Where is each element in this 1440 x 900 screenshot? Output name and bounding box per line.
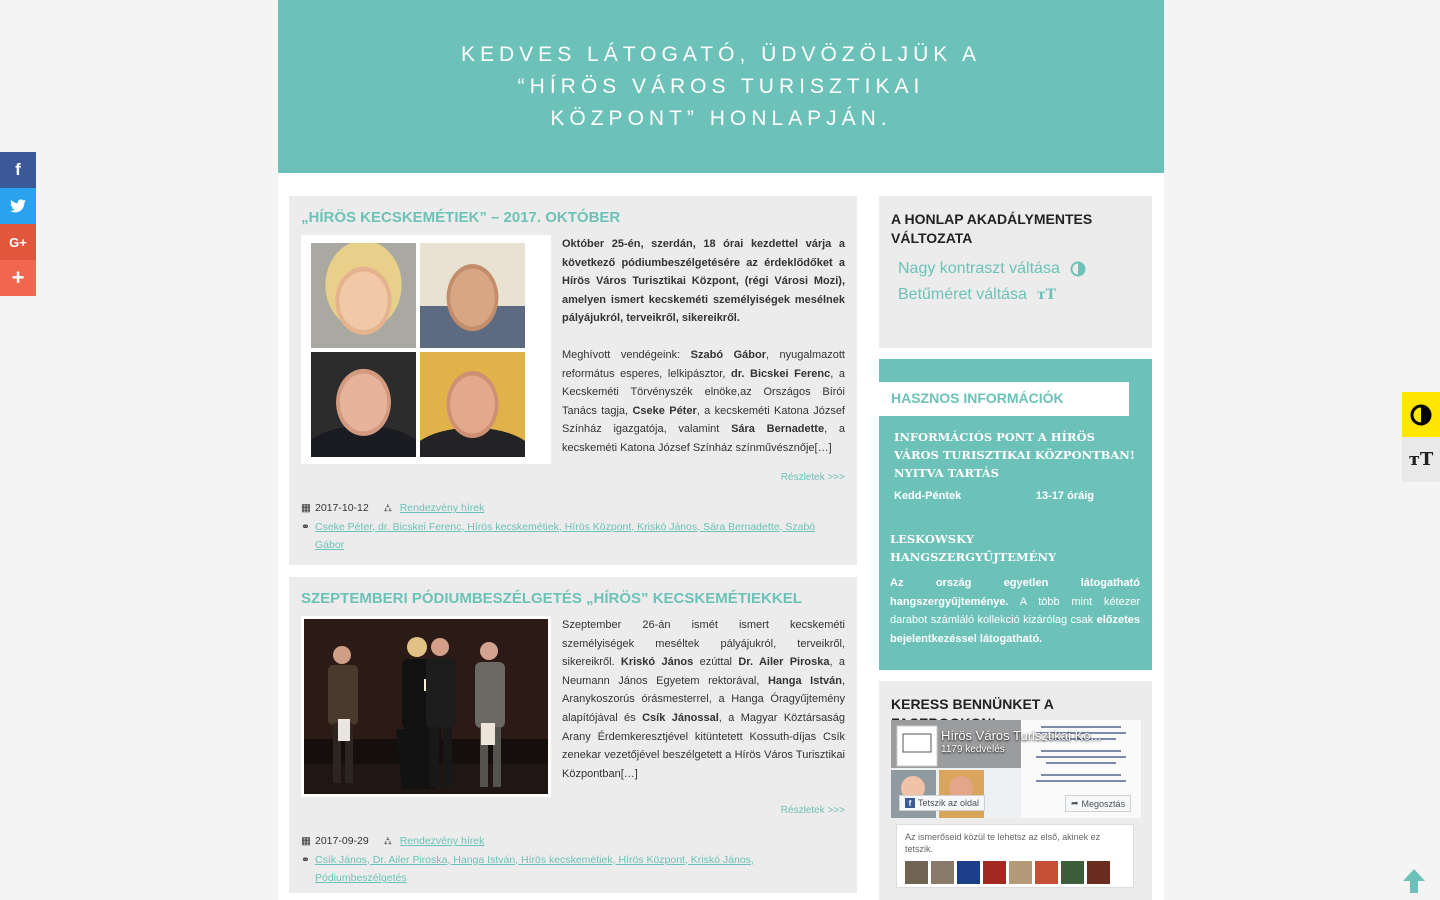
read-more-link[interactable]: Részletek >>> — [780, 805, 845, 816]
widget-title: A HONLAP AKADÁLYMENTES VÁLTOZATA — [891, 211, 1093, 246]
avatar[interactable] — [1087, 861, 1110, 884]
calendar-icon: ▦ — [301, 835, 311, 847]
excerpt-text: , a Kecskeméti Törvényszék elnöke,az Országos Bírói Tanács tagja, — [562, 367, 845, 417]
post-date: 2017-09-29 — [315, 835, 369, 847]
friends-text: Az ismerőseid közül te lehetsz az első, akinek ez tetszik. — [905, 832, 1101, 854]
avatar[interactable] — [957, 861, 980, 884]
collection-text-body: A több mint kétezer darabot számláló kollekció kizárólag csak — [890, 595, 1140, 627]
font-size-icon: тT — [1408, 449, 1434, 470]
share-icon: ➦ — [1071, 798, 1079, 808]
googleplus-icon: G+ — [9, 234, 27, 250]
facebook-icon: f — [905, 798, 915, 808]
widget-title: KERESS BENNÜNKET A — [891, 696, 1054, 712]
guest-name: Szabó Gábor — [690, 348, 766, 361]
contrast-toggle-button[interactable] — [1402, 392, 1440, 437]
post-excerpt — [551, 235, 845, 464]
twitter-icon — [10, 199, 26, 213]
contrast-link-label: Nagy kontraszt váltása — [898, 260, 1060, 277]
tags-icon: ⚭ — [301, 520, 310, 533]
contrast-icon — [1070, 261, 1086, 277]
category-link[interactable]: Rendezvény hírek — [399, 502, 485, 514]
facebook-avatars — [905, 861, 1125, 884]
font-link-label: Betűméret váltása — [898, 286, 1027, 303]
tag-links[interactable]: Csík János, Dr. Ailer Piroska, Hanga István, Hírös kecskemétiek, Hírös Központ, Kriskó János, — [315, 853, 754, 866]
arrow-up-icon — [1402, 868, 1426, 894]
post-meta — [301, 499, 845, 555]
post-meta — [301, 832, 845, 888]
facebook-friends-box — [896, 824, 1134, 888]
collection-text — [890, 574, 1140, 648]
portrait-image — [420, 243, 525, 348]
portrait-image — [420, 352, 525, 457]
post-date: 2017-10-12 — [315, 502, 369, 514]
widget-title: HASZNOS INFORMÁCIÓK — [879, 382, 1129, 416]
category-icon: ⛼ — [383, 502, 392, 514]
excerpt-text: , a kecskeméti Katona József Színház színművésznője[…] — [562, 423, 845, 454]
collection-text-bold: előzetes bejelentkezéssel látogatható. — [890, 614, 1140, 645]
post-intro: Október 25-én, szerdán, 18 órai kezdettel várja a következő pódiumbeszélgetésére az érdeklődőket a Hírös Város Turisztikai Központ, (régi Városi Mozi), amelyen ismert kecskeméti személyiségek mesélnek pályájukról, terveikről, sikereikről. — [562, 238, 845, 325]
read-more-link[interactable]: Részletek >>> — [780, 472, 845, 483]
category-icon: ⛼ — [383, 835, 392, 847]
social-share-bar — [0, 152, 36, 296]
post-thumbnail[interactable] — [301, 235, 551, 464]
guest-name: Cseke Péter — [632, 404, 697, 417]
facebook-page-plugin[interactable] — [891, 720, 1141, 818]
facebook-page-name[interactable]: Hírös Város Turisztikai Kö... — [941, 728, 1102, 743]
avatar[interactable] — [1061, 861, 1084, 884]
post-title[interactable]: „HÍRÖS KECSKEMÉTIEK” – 2017. OKTÓBER — [301, 209, 621, 226]
excerpt-text: , Aranykoszorús órásmesterrel, a Hanga Óragyűjtemény alapítójával és — [562, 674, 845, 724]
page-container — [278, 0, 1164, 900]
excerpt-text: Szeptember 26-án ismét ismert kecskeméti személyiségek meséltek pályájukról, terveikről, sikereikről. — [562, 619, 845, 669]
collection-title: LESKOWSKY HANGSZERGYŰJTEMÉNY — [890, 532, 1057, 564]
font-size-toggle-link[interactable] — [898, 286, 1140, 304]
excerpt-text: ezúttal — [693, 656, 739, 669]
guest-name: Hanga István — [767, 674, 842, 687]
guest-name: dr. Bicskei Ferenc — [731, 367, 831, 380]
excerpt-text: Meghívott vendégeink: — [562, 348, 691, 361]
useful-info-widget — [879, 359, 1152, 670]
avatar[interactable] — [905, 861, 928, 884]
event-photo — [304, 619, 548, 794]
post-card — [289, 196, 857, 565]
post-title[interactable]: SZEPTEMBERI PÓDIUMBESZÉLGETÉS „HÍRÖS” KECSKEMÉTIEKKEL — [301, 590, 802, 607]
accessibility-toolbar — [1402, 392, 1440, 482]
avatar[interactable] — [1009, 861, 1032, 884]
category-link[interactable]: Rendezvény hírek — [399, 835, 485, 847]
facebook-share-button[interactable] — [0, 152, 36, 188]
post-card — [289, 577, 857, 893]
facebook-likes-count: 1179 kedvelés — [941, 744, 1005, 755]
site-header — [278, 0, 1164, 173]
guest-name: Csík Jánossal — [642, 711, 719, 724]
post-excerpt — [551, 616, 845, 797]
facebook-widget — [879, 681, 1152, 900]
tags-icon: ⚭ — [301, 853, 310, 866]
avatar[interactable] — [983, 861, 1006, 884]
contrast-toggle-link[interactable] — [898, 260, 1140, 278]
avatar[interactable] — [931, 861, 954, 884]
info-point-title: INFORMÁCIÓS PONT A HÍRÖS VÁROS TURISZTIKAI KÖZPONTBAN! NYITVA TARTÁS — [894, 430, 1135, 480]
accessibility-widget — [879, 196, 1152, 348]
portrait-image — [311, 243, 416, 348]
googleplus-share-button[interactable] — [0, 224, 36, 260]
guest-name: Kriskó János — [620, 656, 694, 669]
collection-info — [890, 530, 1140, 648]
guest-name: Sára Bernadette — [731, 423, 825, 436]
opening-hours — [894, 490, 1094, 502]
avatar[interactable] — [1035, 861, 1058, 884]
plus-icon: + — [11, 265, 25, 290]
facebook-like-button[interactable] — [899, 795, 985, 811]
facebook-share-button[interactable] — [1065, 795, 1131, 812]
facebook-icon: f — [15, 160, 21, 179]
contrast-icon — [1410, 404, 1432, 426]
guest-name: Dr. Ailer Piroska — [738, 656, 830, 669]
collection-text-bold: Az ország egyetlen látogatható hangszergyűjteménye. — [890, 577, 1140, 608]
excerpt-text: , a Magyar Köztársaság Arany Érdemkeresztjével kitüntetett Kossuth-díjas Csík zenekar vezetőjével beszélgetett a Hírös Város Turisztikai Központban[…] — [562, 711, 845, 780]
tag-link[interactable]: Gábor — [315, 539, 345, 551]
excerpt-text: , a kecskeméti Katona József Színház igazgatója, valamint — [562, 404, 845, 436]
like-button-label: Tetszik az oldal — [918, 798, 980, 808]
tag-link[interactable]: Pódiumbeszélgetés — [315, 872, 407, 884]
back-to-top-button[interactable] — [1402, 868, 1426, 894]
excerpt-text: , a Neumann János Egyetem rektorával, — [562, 656, 845, 687]
font-size-icon: тT — [1036, 287, 1057, 303]
excerpt-text: , nyugalmazott református esperes, lelkipásztor, — [562, 348, 845, 380]
opening-time: 13-17 óráig — [1035, 490, 1094, 502]
welcome-title: KEDVES LÁTOGATÓ, ÜDVÖZÖLJÜK A “HÍRÖS VÁROS TURISZTIKAI KÖZPONT” HONLAPJÁN. — [461, 42, 981, 130]
opening-days: Kedd-Péntek — [894, 490, 962, 502]
share-button-label: Megosztás — [1081, 798, 1126, 809]
font-size-toggle-button[interactable] — [1402, 437, 1440, 482]
portrait-image — [311, 352, 416, 457]
calendar-icon: ▦ — [301, 502, 311, 514]
twitter-share-button[interactable] — [0, 188, 36, 224]
more-share-button[interactable] — [0, 260, 36, 296]
post-thumbnail[interactable] — [301, 616, 551, 797]
tag-links[interactable]: Cseke Péter, dr. Bicskei Ferenc, Hírös kecskemétiek, Hírös Központ, Kriskó János, Sára Bernadette, Szabó — [315, 520, 816, 533]
